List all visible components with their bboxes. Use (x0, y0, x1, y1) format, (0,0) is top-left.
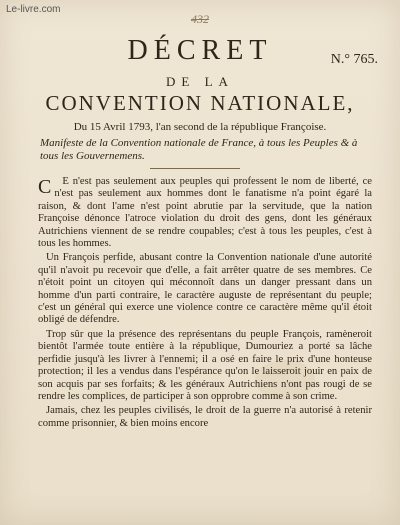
decree-title: DÉCRET (127, 35, 273, 66)
decree-title-de-la: DE LA (166, 74, 234, 89)
decree-number: N.° 765. (330, 52, 378, 67)
decree-title-convention: CONVENTION NATIONALE, (45, 91, 355, 115)
drop-cap: C (38, 176, 52, 198)
decree-date: Du 15 Avril 1793, l'an second de la république Françoise. (73, 121, 327, 133)
body-paragraph (38, 176, 372, 250)
body-paragraph (38, 405, 372, 430)
body-paragraph (38, 329, 372, 403)
body-paragraph (38, 252, 372, 326)
site-watermark: Le-livre.com (6, 4, 61, 15)
paragraph-text: Trop sûr que la présence des représentans du peuple François, ramèneroit bientôt l'armée toute entière à la république, Dumouriez a porté sa lâche perfidie jusqu'à les livrer à l'ennemi; il a osé en faire le prix d'une honteuse protection; il les a vendus dans l'espérance qu'on le laisseroit jouir en paix de son acquis par ses forfaits; & les généraux Autrichiens n'ont pas rougi de se rendre les complices, de participer à son opprobre comme à son crime. (38, 328, 372, 402)
folio-number: 432 (191, 12, 209, 26)
paragraph-text: E n'est pas seulement aux peuples qui professent le nom de liberté, ce n'est pas seulement aux hommes dont le fanatisme n'a point égaré la raison, & dont l'ame n'est point abrutie par la servitude, que la nation Françoise dénonce l'atroce violation du droit des gens, dont les généraux Autrichiens viennent de se rendre coupables; c'est à tous les peuples, c'est à tous les hommes. (38, 176, 372, 250)
decree-body (38, 176, 372, 432)
divider-rule (150, 168, 240, 169)
decree-subtitle: Manifeste de la Convention nationale de France, à tous les Peuples & à tous les Gouvernemens. (40, 137, 358, 162)
paragraph-text: Un François perfide, abusant contre la Convention nationale d'une autorité qu'il n'avoit pu recevoir que d'elle, a fait arrêter quatre de ses membres. Ce n'étoit point un citoyen qui méconnoît dans un danger pressant dans un homme d'un parti contraire, le caractère auguste de représentant du peuple; c'est un général qui exerce une violence contre ce caractère même qu'il étoit obligé de défendre. (38, 252, 372, 326)
paragraph-text: Jamais, chez les peuples civilisés, le droit de la guerre n'a autorisé à retenir comme prisonnier, & bien moins encore (38, 405, 372, 429)
